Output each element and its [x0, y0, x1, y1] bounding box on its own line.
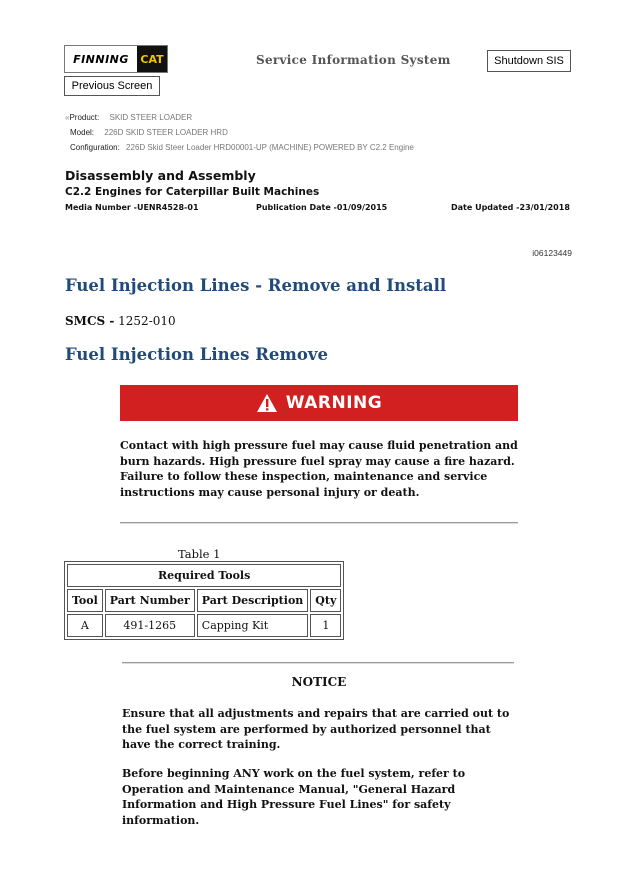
- logo-cat-text: CAT: [137, 46, 167, 72]
- product-label: Product:: [69, 113, 100, 122]
- warning-triangle-icon: [256, 393, 278, 413]
- divider: [120, 522, 518, 524]
- col-part-description: Part Description: [197, 589, 309, 612]
- meta-model: [70, 128, 228, 137]
- shutdown-sis-button[interactable]: Shutdown SIS: [487, 50, 571, 72]
- config-value: 226D Skid Steer Loader HRD00001-UP (MACHINE) POWERED BY C2.2 Engine: [126, 143, 414, 152]
- media-number: Media Number -UENR4528-01: [65, 203, 199, 212]
- document-id: i06123449: [532, 248, 572, 258]
- notice-heading: NOTICE: [291, 675, 347, 689]
- cell-part-number: 491-1265: [105, 614, 195, 637]
- col-tool: Tool: [67, 589, 103, 612]
- smcs-code: [65, 314, 176, 328]
- table-title-row: [67, 564, 341, 587]
- page-title: Fuel Injection Lines - Remove and Install: [65, 276, 447, 295]
- required-tools-table: [64, 561, 344, 640]
- col-qty: Qty: [310, 589, 341, 612]
- section-subtitle: C2.2 Engines for Caterpillar Built Machines: [65, 186, 320, 198]
- cell-part-description: Capping Kit: [197, 614, 309, 637]
- previous-screen-button[interactable]: Previous Screen: [64, 76, 160, 96]
- smcs-value: 1252-010: [118, 314, 176, 328]
- date-updated: Date Updated -23/01/2018: [451, 203, 570, 212]
- table-header-row: [67, 589, 341, 612]
- table-title: Required Tools: [67, 564, 341, 587]
- app-title: Service Information System: [256, 53, 451, 67]
- warning-banner: [120, 385, 518, 421]
- warning-word: WARNING: [285, 393, 383, 413]
- notice-paragraph-1: Ensure that all adjustments and repairs that are carried out to the fuel system are performed by authorized personnel that have the correct training.: [122, 707, 510, 751]
- col-part-number: Part Number: [105, 589, 195, 612]
- table-row: [67, 614, 341, 637]
- section-heading: Disassembly and Assembly: [65, 168, 256, 183]
- publication-date: Publication Date -01/09/2015: [256, 203, 388, 212]
- collapse-icon[interactable]: «: [65, 113, 70, 122]
- config-label: Configuration:: [70, 143, 120, 152]
- smcs-label: SMCS -: [65, 314, 115, 328]
- meta-configuration: [70, 143, 414, 152]
- cell-tool: A: [67, 614, 103, 637]
- table-caption: Table 1: [178, 547, 221, 561]
- section-title: Fuel Injection Lines Remove: [65, 345, 328, 364]
- cell-qty: 1: [310, 614, 341, 637]
- model-label: Model:: [70, 128, 95, 137]
- model-value: 226D SKID STEER LOADER HRD: [104, 128, 228, 137]
- meta-product: [65, 113, 192, 122]
- divider: [122, 662, 514, 664]
- warning-text: Contact with high pressure fuel may cause fluid penetration and burn hazards. High pressure fuel spray may cause a fire hazard. Failure to follow these inspection, maintenance and service instructions may cause personal injury or death.: [120, 439, 518, 499]
- finning-cat-logo: [64, 45, 168, 73]
- product-value: SKID STEER LOADER: [109, 113, 193, 122]
- notice-paragraph-2: Before beginning ANY work on the fuel system, refer to Operation and Maintenance Manual, "General Hazard Information and High Pressure Fuel Lines" for safety information.: [122, 767, 466, 827]
- logo-finning-text: FINNING: [65, 46, 137, 72]
